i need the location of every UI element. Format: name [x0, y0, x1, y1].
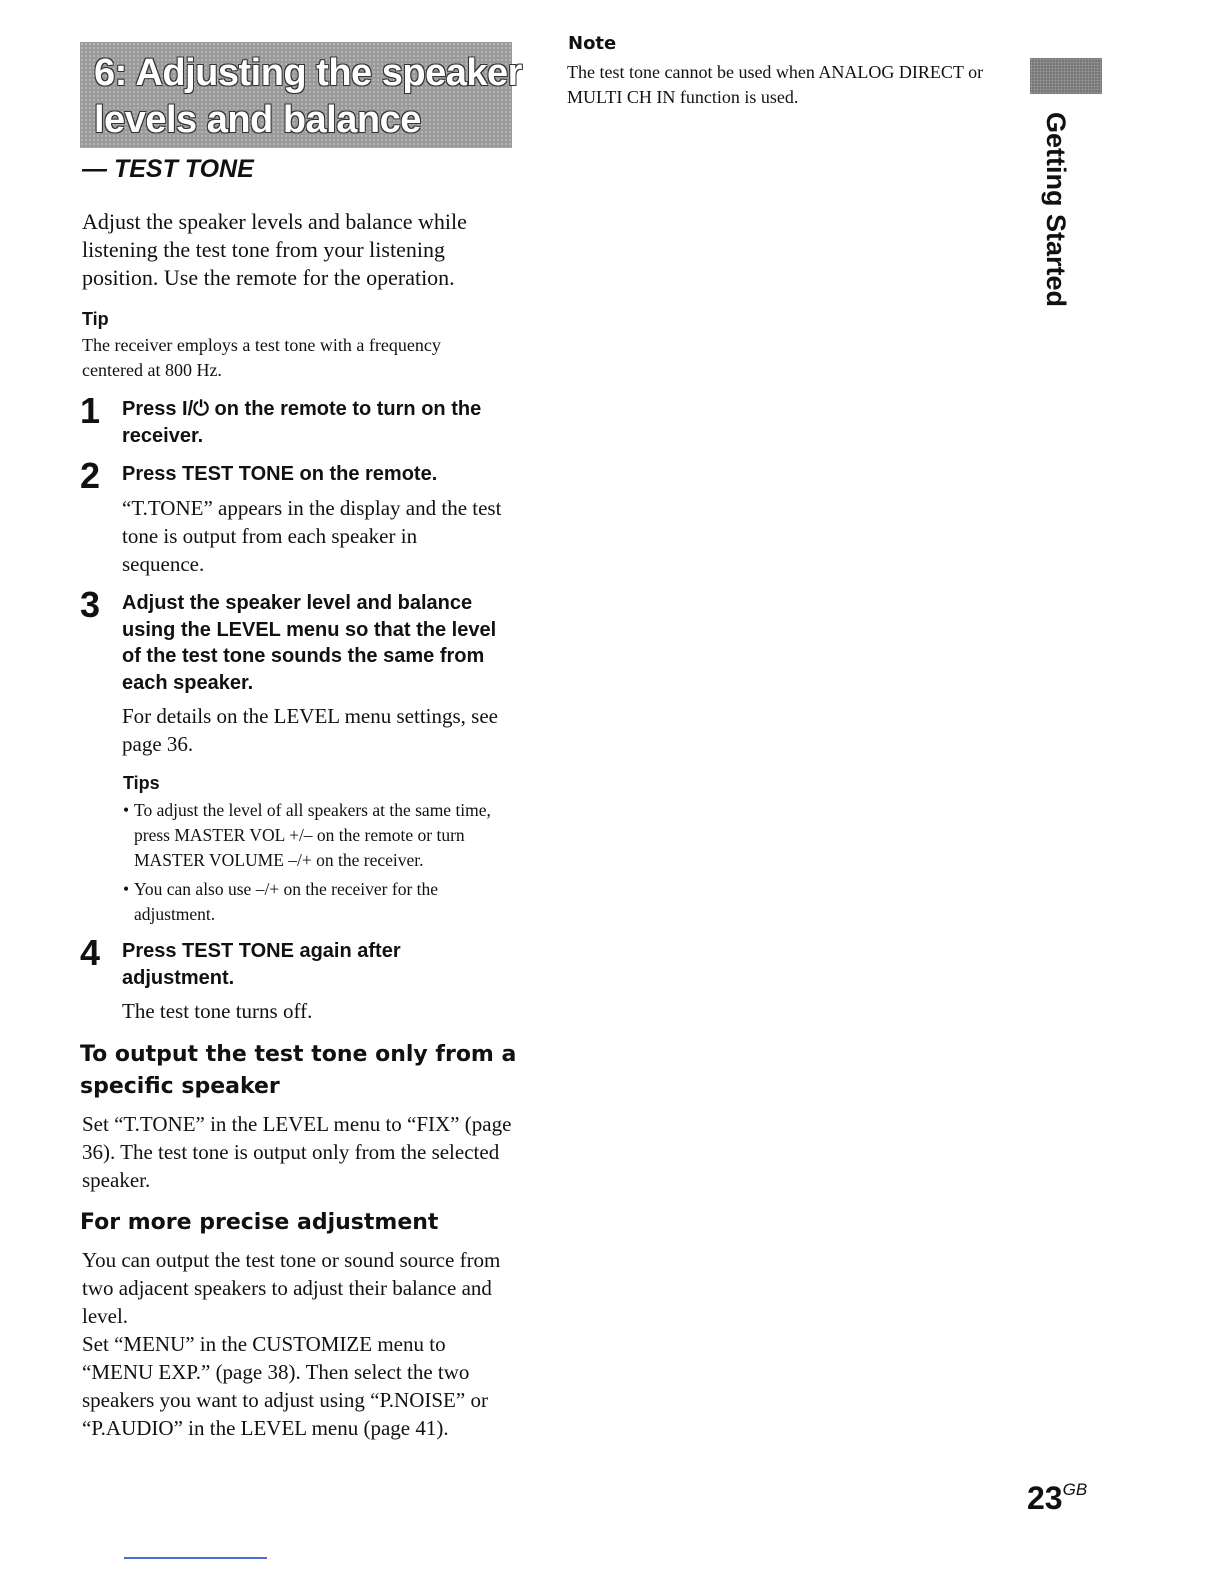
section-heading-specific-speaker: To output the test tone only from a specific speaker: [80, 1042, 517, 1099]
step-2: [80, 455, 520, 578]
tips-label: Tips: [123, 773, 160, 793]
step-body: “T.TONE” appears in the display and the test tone is output from each speaker in sequence.: [122, 495, 502, 576]
tip-item: [123, 877, 523, 927]
chapter-title-line-1: 6: Adjusting the speaker: [94, 52, 522, 94]
step-4: [80, 932, 520, 1025]
step-heading: Press TEST TONE on the remote.: [122, 463, 438, 485]
bullet-icon: •: [123, 879, 130, 899]
note-text: The test tone cannot be used when ANALOG DIRECT or MULTI CH IN function is used.: [567, 62, 984, 107]
tip-label: Tip: [82, 309, 109, 329]
chapter-title-banner: [80, 42, 522, 148]
tip-text: The receiver employs a test tone with a frequency centered at 800 Hz.: [82, 335, 441, 380]
step-number: 2: [80, 455, 101, 496]
side-tab-label: Getting Started: [1041, 112, 1071, 308]
tip-item: [123, 798, 523, 873]
tips-box: [123, 772, 523, 927]
step-number: 4: [80, 932, 101, 973]
step-number: 3: [80, 584, 101, 625]
section-body-precise-adjustment-2: Set “MENU” in the CUSTOMIZE menu to “MENU EXP.” (page 38). Then select the two speakers you want to adjust using “P.NOISE” or “P.AUDIO” in the LEVEL menu (page 41).: [82, 1332, 488, 1440]
page-number-value: 23: [1027, 1480, 1063, 1516]
step-heading: Press I/⏻ on the remote to turn on the receiver.: [122, 398, 482, 447]
step-body: The test tone turns off.: [122, 999, 313, 1023]
intro-paragraph: Adjust the speaker levels and balance while listening the test tone from your listening position. Use the remote for the operation.: [82, 209, 467, 290]
bullet-icon: •: [123, 800, 130, 820]
step-heading: Adjust the speaker level and balance using the LEVEL menu so that the level of the test tone sounds the same from each speaker.: [122, 592, 497, 694]
side-tab: [1036, 112, 1076, 308]
page-number-suffix: GB: [1062, 1480, 1088, 1499]
step-1: [80, 390, 520, 449]
section-marker-block: [1030, 58, 1102, 94]
chapter-subtitle: — TEST TONE: [82, 155, 254, 183]
step-number: 1: [80, 390, 101, 431]
step-heading: Press TEST TONE again after adjustment.: [122, 940, 401, 989]
step-3: [80, 584, 520, 758]
note-label: Note: [568, 33, 617, 54]
footer-rule: [124, 1557, 267, 1559]
tip-item-text: You can also use –/+ on the receiver for the adjustment.: [134, 879, 439, 924]
tip-item-text: To adjust the level of all speakers at the same time, press MASTER VOL +/– on the remote or turn MASTER VOLUME –/+ on the receiver.: [134, 800, 491, 870]
chapter-title-line-2: levels and balance: [94, 99, 421, 141]
step-body: For details on the LEVEL menu settings, see page 36.: [122, 704, 498, 756]
page-number: [1027, 1470, 1087, 1518]
section-heading-precise-adjustment: For more precise adjustment: [80, 1210, 439, 1235]
section-body-precise-adjustment: You can output the test tone or sound source from two adjacent speakers to adjust their balance and level.: [82, 1248, 501, 1328]
section-body-specific-speaker: Set “T.TONE” in the LEVEL menu to “FIX” (page 36). The test tone is output only from the selected speaker.: [82, 1112, 512, 1192]
